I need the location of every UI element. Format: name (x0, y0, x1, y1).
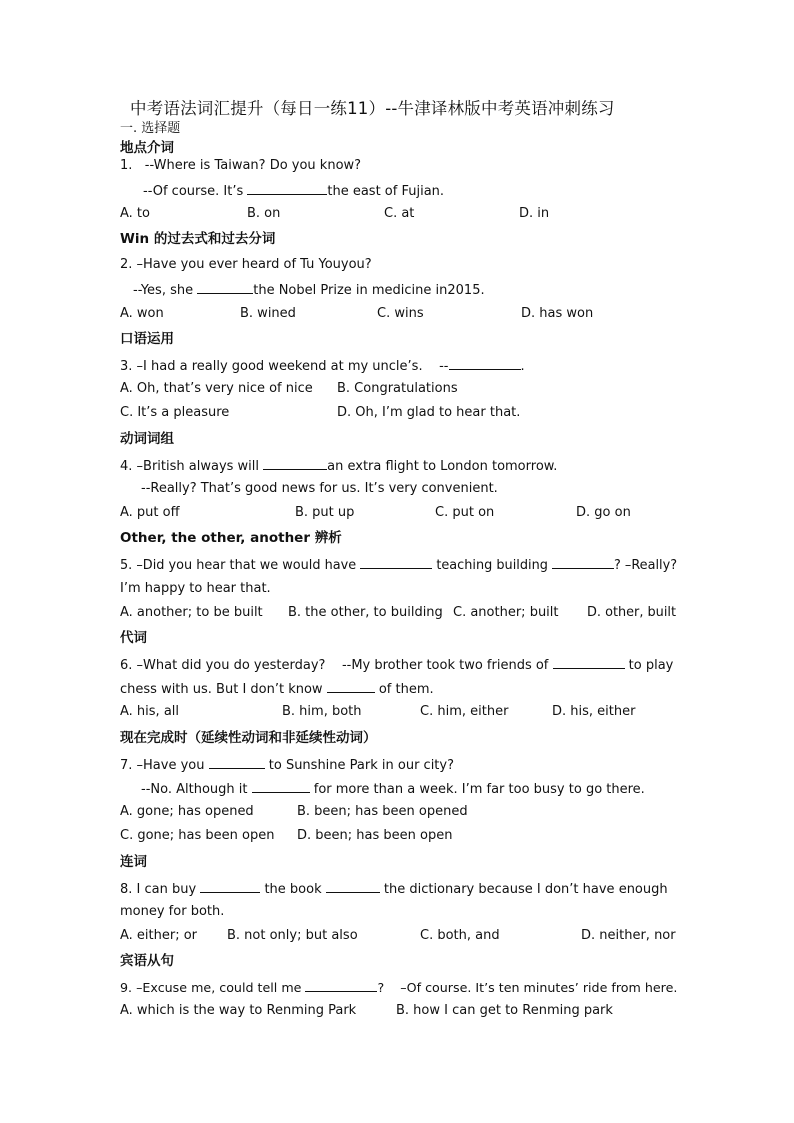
q4-question: 4. –British always will an extra flight to London tomorrow. (120, 459, 558, 474)
q2-topic-heading: Win 的过去式和过去分词 (120, 231, 276, 247)
page-title: 中考语法词汇提升（每日一练11）--牛津译林版中考英语冲刺练习 (130, 99, 615, 118)
answer-blank (327, 680, 375, 693)
q5-option-a: A. another; to be built (120, 605, 263, 620)
q3-option-b: B. Congratulations (337, 381, 458, 396)
q3-option-c: C. It’s a pleasure (120, 405, 230, 420)
q5-question-cont: I’m happy to hear that. (120, 581, 271, 596)
q1-option-c: C. at (384, 206, 415, 221)
q3-option-d: D. Oh, I’m glad to hear that. (337, 405, 521, 420)
q7-option-c: C. gone; has been open (120, 828, 275, 843)
answer-blank (360, 556, 432, 569)
answer-blank (247, 182, 327, 195)
q1-response: --Of course. It’s the east of Fujian. (143, 184, 445, 199)
q5-question: 5. –Did you hear that we would have teaching building ? –Really? (120, 558, 678, 573)
q5-option-c: C. another; built (453, 605, 559, 620)
q1-option-b: B. on (247, 206, 281, 221)
q8-option-a: A. either; or (120, 928, 198, 943)
answer-blank (449, 357, 521, 370)
q7-topic-heading: 现在完成时（延续性动词和非延续性动词） (120, 730, 377, 746)
q6-question: 6. –What did you do yesterday? --My brother took two friends of to play (120, 658, 674, 673)
answer-blank (209, 756, 265, 769)
q1-option-a: A. to (120, 206, 150, 221)
q9-question: 9. –Excuse me, could tell me ? –Of course. It’s ten minutes’ ride from here. (120, 980, 678, 995)
q6-option-d: D. his, either (552, 704, 636, 719)
q7-option-d: D. been; has been open (297, 828, 453, 843)
q4-option-b: B. put up (295, 505, 355, 520)
q1-question: 1. --Where is Taiwan? Do you know? (120, 158, 362, 173)
answer-blank (252, 780, 310, 793)
q2-response: --Yes, she the Nobel Prize in medicine in2015. (133, 283, 485, 298)
q6-option-a: A. his, all (120, 704, 180, 719)
answer-blank (326, 880, 380, 893)
q5-option-d: D. other, built (587, 605, 677, 620)
q4-topic-heading: 动词词组 (120, 431, 174, 447)
q2-option-c: C. wins (377, 306, 424, 321)
q6-topic-heading: 代词 (120, 630, 147, 646)
q2-option-a: A. won (120, 306, 164, 321)
q3-topic-heading: 口语运用 (120, 331, 174, 347)
answer-blank (263, 457, 327, 470)
q4-response: --Really? That’s good news for us. It’s very convenient. (141, 481, 498, 496)
q8-question-cont: money for both. (120, 904, 225, 919)
section-heading: 一. 选择题 (120, 121, 181, 136)
q7-option-b: B. been; has been opened (297, 804, 468, 819)
answer-blank (197, 281, 253, 294)
answer-blank (200, 880, 260, 893)
q8-question: 8. I can buy the book the dictionary because I don’t have enough (120, 882, 668, 897)
q8-option-c: C. both, and (420, 928, 500, 943)
q4-option-c: C. put on (435, 505, 495, 520)
q7-response: --No. Although it for more than a week. I’m far too busy to go there. (141, 782, 645, 797)
q6-question-cont: chess with us. But I don’t know of them. (120, 682, 434, 697)
q2-question: 2. –Have you ever heard of Tu Youyou? (120, 257, 372, 272)
q3-question: 3. –I had a really good weekend at my uncle’s. -- . (120, 359, 525, 374)
q7-question: 7. –Have you to Sunshine Park in our city? (120, 758, 454, 773)
q8-option-b: B. not only; but also (227, 928, 358, 943)
q1-topic-heading: 地点介词 (120, 140, 174, 156)
q6-option-c: C. him, either (420, 704, 509, 719)
q6-option-b: B. him, both (282, 704, 362, 719)
q1-option-d: D. in (519, 206, 550, 221)
q9-topic-heading: 宾语从句 (120, 953, 174, 969)
q8-option-d: D. neither, nor (581, 928, 676, 943)
q2-option-b: B. wined (240, 306, 296, 321)
answer-blank (552, 556, 614, 569)
q3-option-a: A. Oh, that’s very nice of nice (120, 381, 313, 396)
answer-blank (553, 656, 625, 669)
q9-option-b: B. how I can get to Renming park (396, 1003, 613, 1018)
q4-option-a: A. put off (120, 505, 180, 520)
q5-option-b: B. the other, to building (288, 605, 443, 620)
q8-topic-heading: 连词 (120, 854, 147, 870)
q5-topic-heading: Other, the other, another 辨析 (120, 530, 342, 546)
q2-option-d: D. has won (521, 306, 594, 321)
q4-option-d: D. go on (576, 505, 631, 520)
q7-option-a: A. gone; has opened (120, 804, 254, 819)
q9-option-a: A. which is the way to Renming Park (120, 1003, 357, 1018)
answer-blank (305, 979, 377, 992)
